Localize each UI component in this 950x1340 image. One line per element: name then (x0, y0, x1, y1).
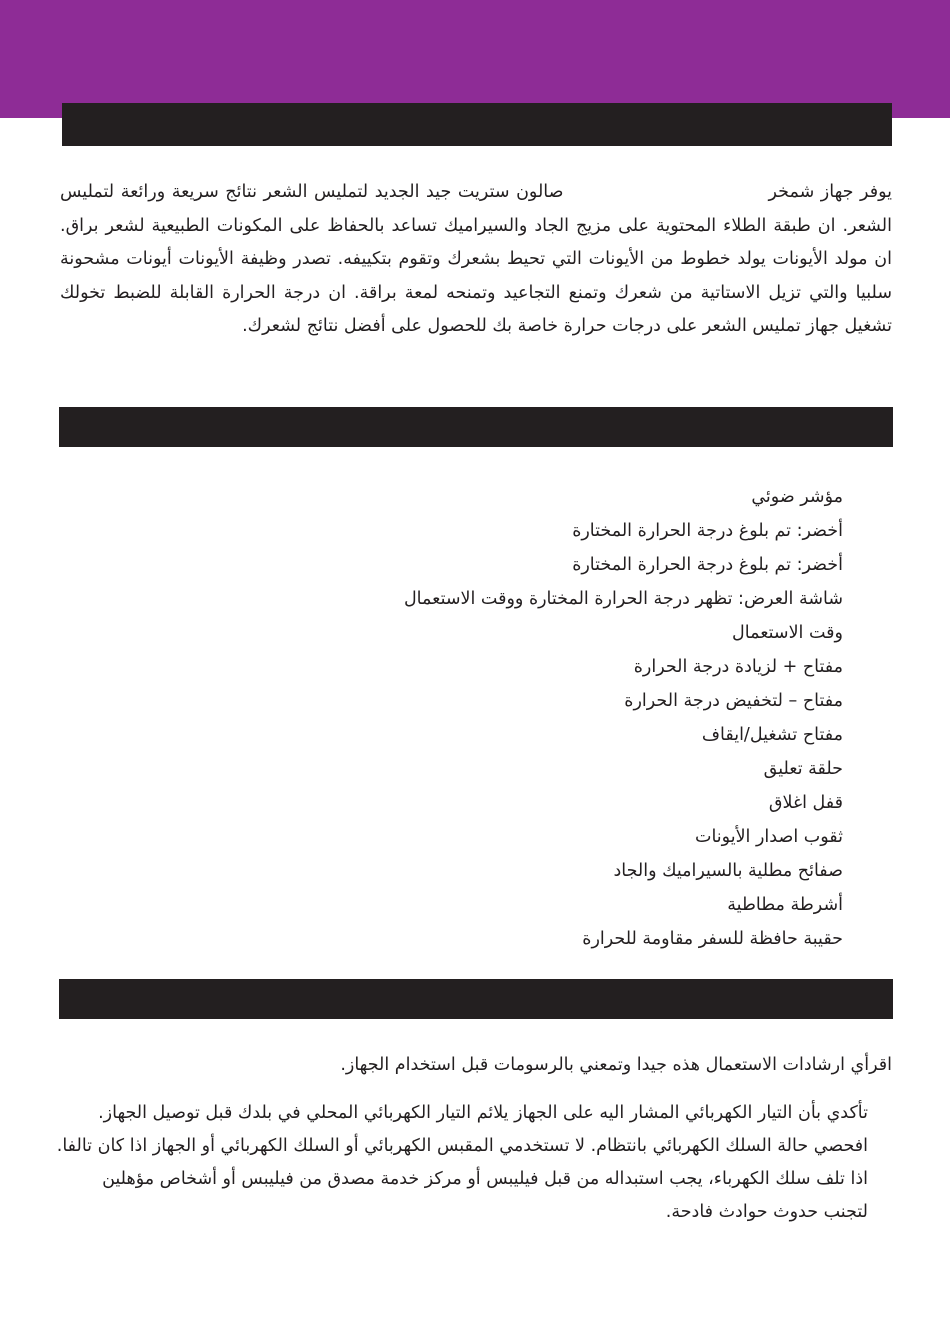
feature-list (223, 480, 843, 956)
feature-item: وقت الاستعمال (732, 623, 843, 643)
section-bar-important (59, 979, 893, 1019)
warning-item: اذا تلف سلك الكهرباء، يجب استبداله من قبل فيليبس أو مركز خدمة مصدق من فيليبس أو أشخاص مؤهلين لتجنب حدوث حوادث فادحة. (102, 1169, 868, 1222)
feature-item: أخضر: تم بلوغ درجة الحرارة المختارة (572, 555, 843, 575)
section-bar-description (59, 407, 893, 447)
feature-item: شاشة العرض: تظهر درجة الحرارة المختارة ووقت الاستعمال (403, 589, 843, 609)
warning-item: تأكدي بأن التيار الكهربائي المشار اليه على الجهاز يلائم التيار الكهربائي المحلي في بلدك قبل توصيل الجهاز. (98, 1103, 868, 1123)
feature-item: قفل اغلاق (768, 793, 843, 813)
feature-item: مفتاح + لزيادة درجة الحرارة (633, 657, 843, 677)
feature-item: أشرطة مطاطية (727, 895, 843, 915)
intro-part-2: صالون ستريت جيد الجديد لتمليس الشعر نتائج سريعة ورائعة لتمليس الشعر. ان طبقة الطلاء المحتوية على مزيج الجاد والسيراميك تساعد بالحفاظ على المكونات الطبيعية لشعر براق. ان مولد الأيونات يولد خطوط من الأيونات التي تحيط بشعرك وتقوم بتكييفه. تصدر وظيفة الأيونات أيونات مشحونة سلبيا والتي تزيل الاستاتية من شعرك وتمنع التجاعيد وتمنحه لمعة براقة. ان درجة الحرارة القابلة للضبط تخولك تشغيل جهاز تمليس الشعر على درجات حرارة خاصة بك للحصول على أفضل نتائج لشعرك. (60, 182, 892, 336)
feature-item: مفتاح – لتخفيض درجة الحرارة (624, 691, 843, 711)
warning-item: افحصي حالة السلك الكهربائي بانتظام. لا تستخدمي المقبس الكهربائي أو السلك الكهربائي أو الجهاز اذا كان تالفا. (56, 1136, 868, 1156)
feature-item: صفائح مطلية بالسيراميك والجاد (613, 861, 843, 881)
feature-item: حلقة تعليق (763, 759, 843, 779)
header-color-band (0, 0, 950, 118)
section-bar-introduction (62, 103, 892, 146)
instructions-lead: اقرأي ارشادات الاستعمال هذه جيدا وتمعني بالرسومات قبل استخدام الجهاز. (340, 1055, 892, 1075)
feature-item: ثقوب اصدار الأيونات (694, 827, 843, 847)
intro-part-1: يوفر جهاز شمخر (768, 182, 892, 202)
feature-item: حقيبة حافظة للسفر مقاومة للحرارة (582, 929, 843, 949)
feature-item: مؤشر ضوئي (751, 487, 843, 507)
feature-item: مفتاح تشغيل/ايقاف (701, 725, 843, 745)
feature-item: أخضر: تم بلوغ درجة الحرارة المختارة (572, 521, 843, 541)
introduction-paragraph (60, 176, 892, 344)
warning-list (56, 1097, 868, 1229)
